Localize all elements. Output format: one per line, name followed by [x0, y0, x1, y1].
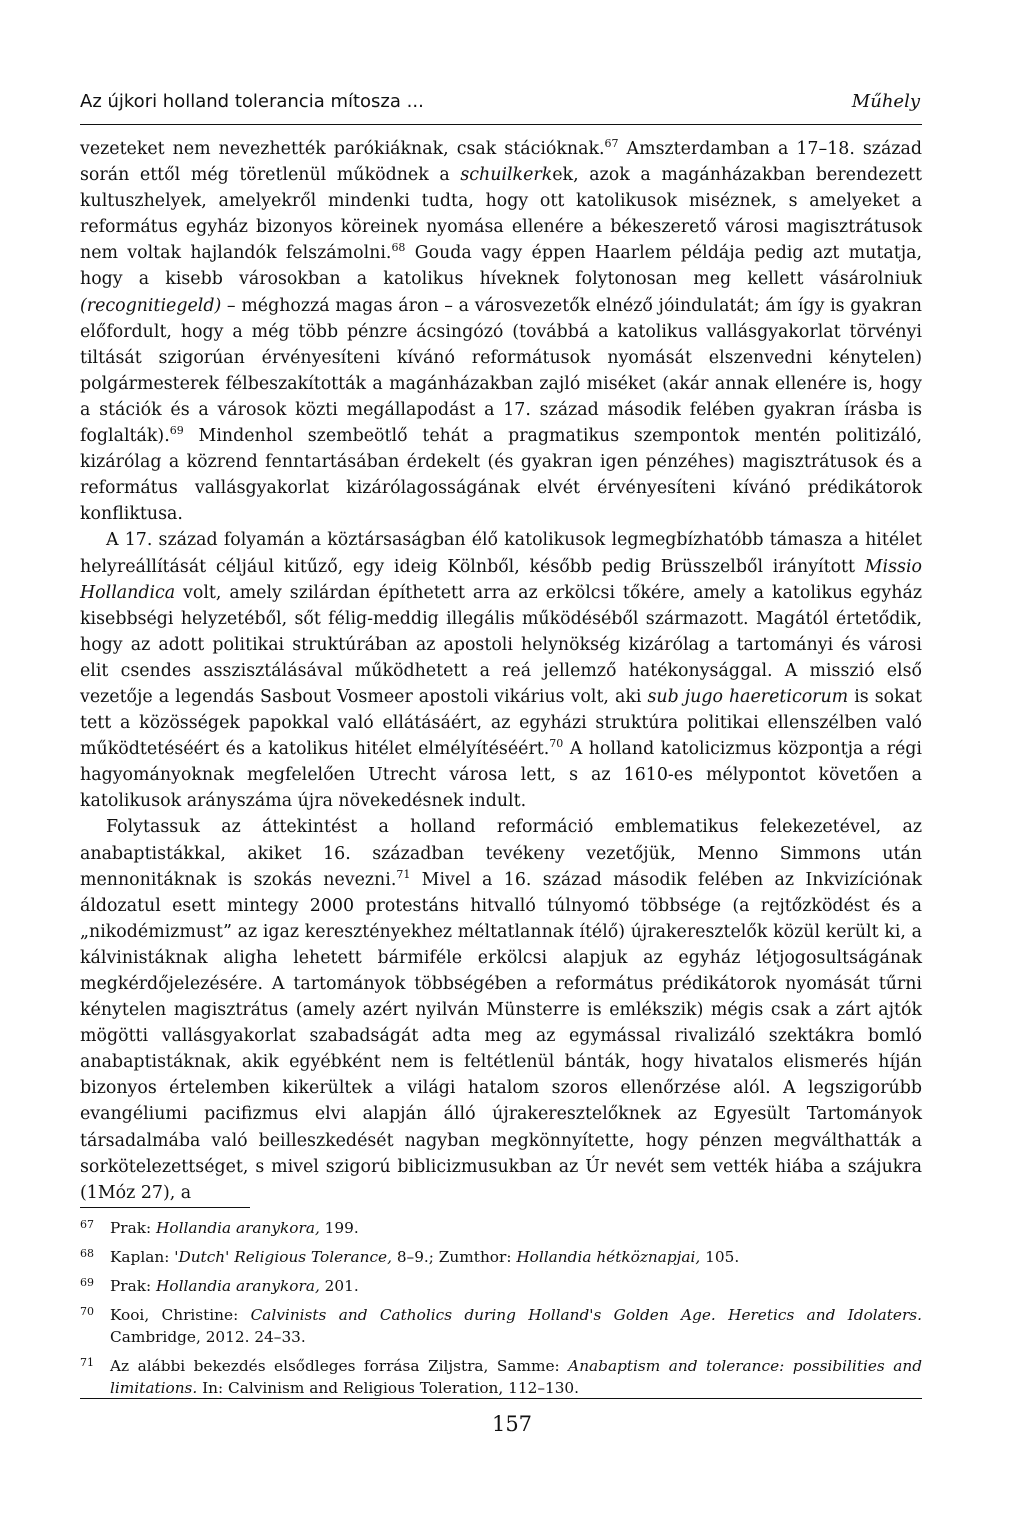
text-run: is sokat tett a közösségek papokkal való ellátásáért, az egyházi struktúra politikai ellenszélben való működtetéséért és a katolikus hitélet elmélyítéséért.: [80, 686, 922, 760]
footnote-ref-69[interactable]: 69: [169, 424, 184, 438]
main-text: [80, 136, 922, 1206]
italic-term: sub jugo haereticorum: [647, 686, 849, 707]
footnotes: [80, 1207, 922, 1403]
text-run: Amszterdamban a 17–18. század során ettől még töretlenül működnek a: [80, 139, 922, 186]
footnote-text: 199.: [319, 1219, 359, 1237]
footnote-number: 67: [80, 1218, 94, 1231]
section-label: Műhely: [851, 91, 920, 112]
footnote-number: 68: [80, 1247, 94, 1260]
footnote-69: [80, 1272, 922, 1297]
paragraph-3: [80, 814, 922, 1205]
footnote-text: Cambridge, 2012. 24–33.: [110, 1328, 306, 1346]
text-run: ek, azok a magánházakban berendezett kultuszhelyek, amelyekről mindenki tudta, hogy ott katolikusok miséznek, s amelyeket a református egyház bizonyos köreinek nyomása ellenére a békeszerető városi magisztrátusok nem voltak hajlandók felszámolni.: [80, 165, 922, 264]
text-run: Gouda vagy éppen Haarlem példája pedig azt mutatja, hogy a kisebb városokban a katolikus híveknek folytonosan meg kellett vásárolniuk: [80, 243, 923, 290]
text-run: vezeteket nem nevezhették parókiáknak, csak stációknak.: [80, 139, 605, 159]
footnote-text: Az alábbi bekezdés elsődleges forrása Ziljstra, Samme:: [110, 1357, 569, 1375]
footnote-number: 70: [80, 1305, 94, 1318]
text-run: A holland katolicizmus központja a régi hagyományoknak megfelelően Utrecht városa lett, s az 1610-es mélypontot követően a katolikusok arányszáma újra növekedésnek indult.: [80, 739, 922, 812]
bottom-rule: [80, 1398, 922, 1399]
footnote-68: [80, 1243, 922, 1268]
italic-term: (recognitiegeld): [80, 295, 222, 316]
footnote-text: In: Calvinism and Religious Toleration, 112–130.: [197, 1379, 580, 1397]
footnote-title: Hollandia aranykora,: [156, 1277, 320, 1295]
italic-term: Missio Hollandica: [80, 556, 922, 603]
paragraph-2: [80, 527, 922, 814]
footnote-text: 201.: [319, 1277, 359, 1295]
text-run: A 17. század folyamán a köztársaságban élő katolikusok legmegbízhatóbb támasza a hitélet helyreállítását céljául kitűző, egy ideig Kölnből, később pedig Brüsszelből irányított: [80, 530, 922, 577]
footnote-title: Calvinists and Catholics during Holland's Golden Age. Heretics and Idolaters.: [250, 1306, 923, 1324]
running-header: [80, 90, 922, 125]
footnote-text: Kaplan:: [110, 1248, 175, 1266]
footnote-title: Hollandia aranykora,: [156, 1219, 320, 1237]
footnote-67: [80, 1214, 922, 1239]
text-run: Mivel a 16. század második felében az Inkvizíciónak áldozatul esett mintegy 2000 protestáns hitvalló túlnyomó többsége (a rejtőzködést és a „nikodémizmust” az igaz keresztényekhez méltatlannak ítélő) újrakeresztelők közül került ki, a kálvinistáknak aligha lehetett bármiféle erkölcsi alapjuk az egyház létjogosultságának megkérdőjelezésére. A tartományok többségében a református prédikátorok nyomását tűrni kénytelen magisztrátus (amely azért nyilván Münsterre is emlékszik) mégis csak a zárt ajtók mögötti vallásgyakorlat szabadságát adta meg az egymással rivalizáló szektákra bomló anabaptistáknak, akik egyébként nem is feltétlenül bánták, hogy hivatalos elismerés híján bizonyos értelemben kikerültek a világi hatalom szoros ellenőrzése alól. A legszigorúbb evangéliumi pacifizmus elvi alapján álló újrakeresztelőknek az Egyesült Tartományok társadalmába való beilleszkedését nagyban megkönnyítette, hogy pénzen megválthatták a sorkötelezettséget, s mivel szigorú biblicizmusukban az Úr nevét sem vették hiába a szájukra (1Móz 27), a: [80, 869, 922, 1203]
text-run: Folytassuk az áttekintést a holland reformáció emblematikus felekezetével, az anabaptistákkal, akiket 16. században tevékeny vezetőjük, Menno Simmons után mennonitáknak is szokás nevezni.: [80, 817, 922, 890]
footnote-text: 8–9.; Zumthor:: [391, 1248, 517, 1266]
footnote-title: 'Dutch' Religious Tolerance,: [174, 1248, 392, 1266]
footnote-ref-67[interactable]: 67: [604, 137, 619, 151]
footnote-70: [80, 1301, 922, 1348]
footnote-ref-71[interactable]: 71: [396, 867, 411, 881]
text-run: volt, amely szilárdan építhetett arra az erkölcsi tőkére, amely a katolikus egyház kisebbségi helyzetéből, sőt félig-meddig illegális működéséből származott. Magától értetődik, hogy az adott politikai struktúrában az apostoli helynökség kizárólag a tartományi és városi elit csendes asszisztálásával működhetett a reá jellemző hatékonysággal. A misszió első vezetője a legendás Sasbout Vosmeer apostoli vikárius volt, aki: [80, 582, 922, 707]
footnote-title: Anabaptism and tolerance: possibilities and limitations.: [110, 1357, 922, 1397]
footnote-number: 69: [80, 1276, 94, 1289]
text-run: – méghozzá magas áron – a városvezetők elnéző jóindulatát; ám így is gyakran előfordult, hogy a még több pénzre ácsingózó (továbbá a katolikus vallásgyakorlat törvényi tiltását szigorúan érvényesíteni kívánó reformátusok nyomását elszenvedni kénytelen) polgármesterek félbeszakították a magánházakban zajló miséket (akár annak ellenére is, hogy a stációk és a városok közti megállapodást a 17. század második felében gyakran írásba is foglalták).: [80, 295, 922, 447]
text-run: Mindenhol szembeötlő tehát a pragmatikus szempontok mentén politizáló, kizárólag a közrend fenntartásában érdekelt (és gyakran igen pénzéhes) magisztrátusok és a református vallásgyakorlat kizárólagosságának elvét érvényesíteni kívánó prédikátorok konfliktusa.: [80, 426, 922, 525]
footnote-71: [80, 1352, 922, 1399]
footnote-number: 71: [80, 1356, 94, 1369]
footnote-text: Kooi, Christine:: [110, 1306, 251, 1324]
footnote-text: Prak:: [110, 1219, 157, 1237]
page-number: 157: [491, 1412, 533, 1436]
footnote-divider: [80, 1207, 250, 1208]
footnote-title: Hollandia hétköznapjai,: [516, 1248, 701, 1266]
paragraph-1: [80, 136, 922, 527]
italic-term: schuilkerk: [460, 165, 553, 186]
footnote-ref-70[interactable]: 70: [549, 737, 564, 751]
footnote-text: Prak:: [110, 1277, 157, 1295]
footnote-text: 105.: [700, 1248, 740, 1266]
footnote-ref-68[interactable]: 68: [391, 241, 406, 255]
running-title: Az újkori holland tolerancia mítosza ...: [80, 91, 424, 112]
